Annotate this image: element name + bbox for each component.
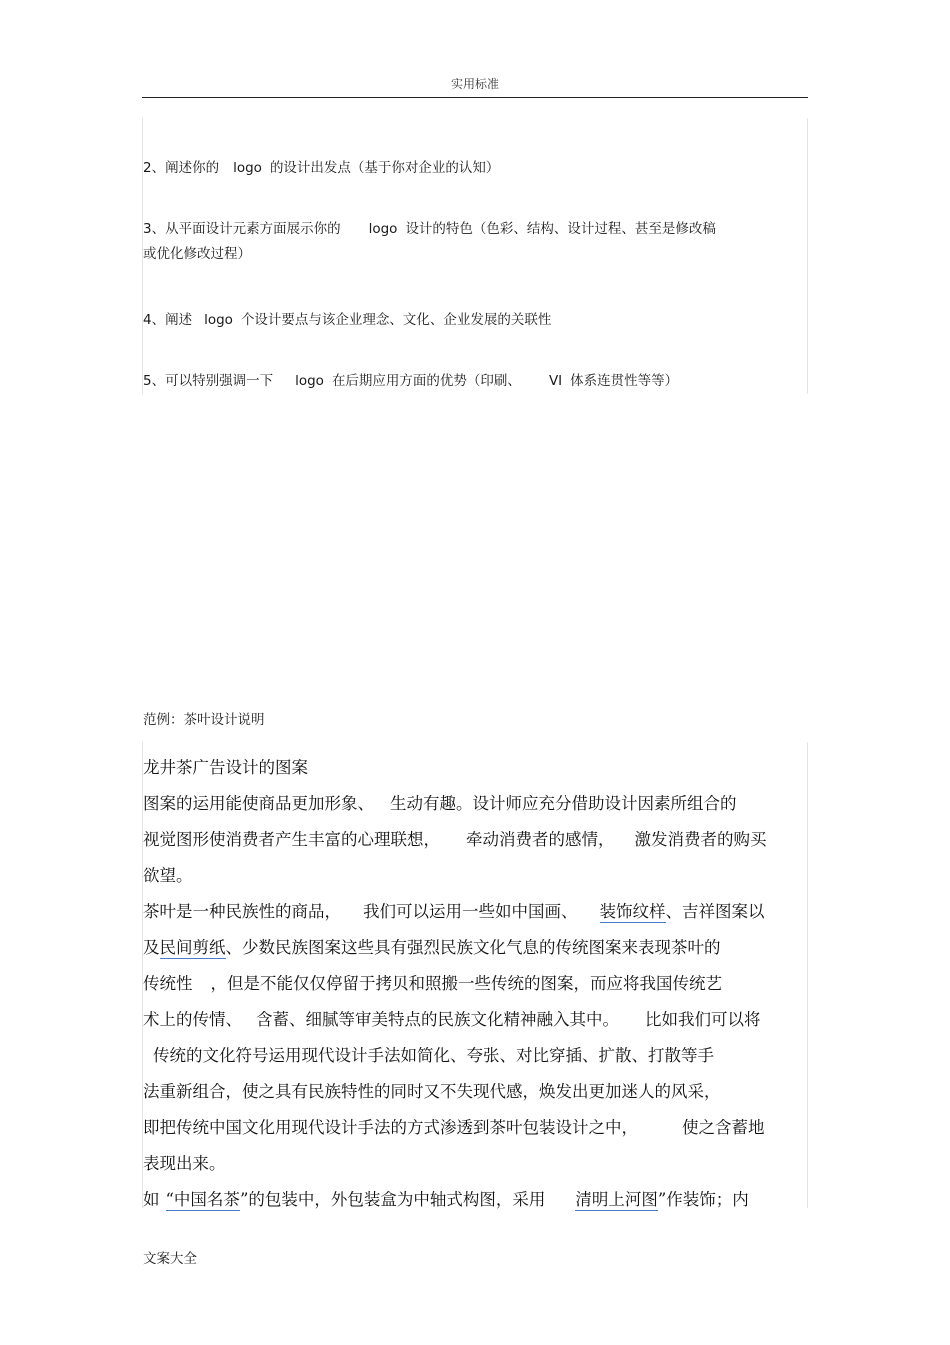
list-item-3: 3、从平面设计元素方面展示你的 logo 设计的特色（色彩、结构、设计过程、甚至是修改稿 或优化修改过程） [143, 221, 716, 262]
example-label: 范例：茶叶设计说明 [143, 712, 265, 728]
list-item-4: 4、阐述 logo 个设计要点与该企业理念、文化、企业发展的关联性 [143, 312, 552, 328]
page-footer: 文案大全 [143, 1251, 197, 1267]
body-line-1: 图案的运用能使商品更加形象、 生动有趣。设计师应充分借助设计因素所组合的 [143, 794, 737, 813]
body-line-2: 视觉图形使消费者产生丰富的心理联想， 牵动消费者的感情， 激发消费者的购买 [143, 830, 767, 849]
body-line-3: 欲望。 [143, 866, 193, 885]
body-line-4: 茶叶是一种民族性的商品， 我们可以运用一些如中国画、 装饰纹样、吉祥图案以 [143, 902, 765, 921]
frame-line-right-bottom [807, 742, 808, 1208]
list-item-5: 5、可以特别强调一下 logo 在后期应用方面的优势（印刷、 VI 体系连贯性等等） [143, 373, 679, 389]
body-line-7: 术上的传情、 含蓄、细腻等审美特点的民族文化精神融入其中。 比如我们可以将 [143, 1010, 761, 1029]
body-line-11: 表现出来。 [143, 1154, 226, 1173]
link-chinese-famous-tea[interactable]: “中国名茶 [165, 1190, 240, 1209]
list-item-2: 2、阐述你的 logo 的设计出发点（基于你对企业的认知） [143, 160, 500, 176]
body-line-8: 传统的文化符号运用现代设计手法如简化、夸张、对比穿插、扩散、打散等手 [153, 1046, 714, 1065]
link-qingming-scroll[interactable]: 清明上河图 [575, 1190, 658, 1209]
header-divider [142, 97, 808, 98]
page-header-title: 实用标准 [450, 77, 499, 91]
frame-line-right-top [807, 118, 808, 394]
link-folk-paper-cut[interactable]: 民间剪纸 [159, 938, 226, 957]
link-decorative-pattern[interactable]: 装饰纹样 [599, 902, 666, 921]
body-line-6: 传统性 ，但是不能仅仅停留于拷贝和照搬一些传统的图案，而应将我国传统艺 [143, 974, 722, 993]
body-line-9: 法重新组合，使之具有民族特性的同时又不失现代感，焕发出更加迷人的风采， [143, 1082, 721, 1101]
body-line-5: 及民间剪纸、少数民族图案这些具有强烈民族文化气息的传统图案来表现茶叶的 [143, 938, 721, 957]
example-title: 龙井茶广告设计的图案 [143, 758, 308, 777]
body-line-10: 即把传统中国文化用现代设计手法的方式渗透到茶叶包装设计之中， 使之含蓄地 [143, 1118, 765, 1137]
body-line-12: 如 “中国名茶”的包装中，外包装盒为中轴式构图，采用 清明上河图”作装饰；内 [143, 1190, 749, 1209]
